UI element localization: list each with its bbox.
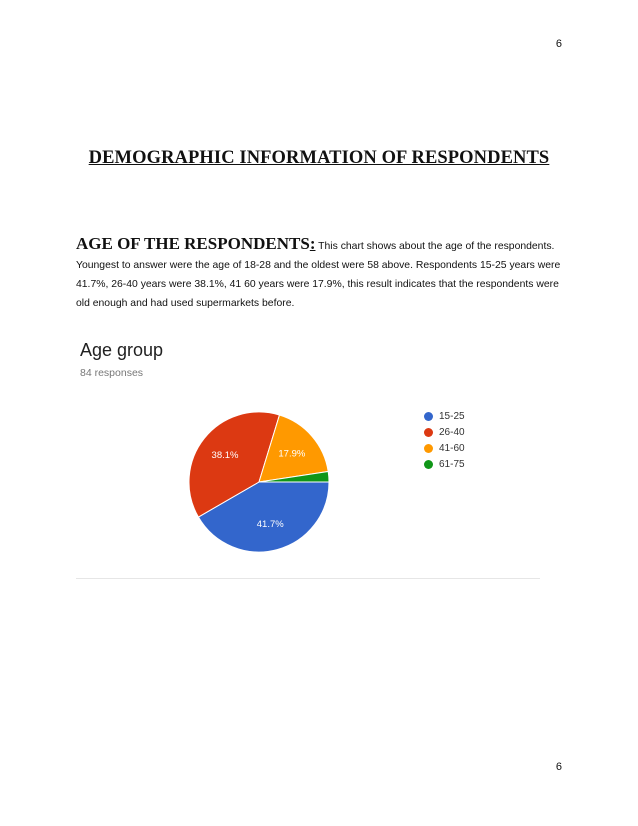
legend-item-61-75: [424, 456, 465, 472]
legend-item-15-25: [424, 408, 465, 424]
pie-label-41-60: 17.9%: [278, 448, 306, 460]
pie-chart: [76, 330, 540, 578]
legend-item-41-60: [424, 440, 465, 456]
legend-label-61-75: 61-75: [439, 458, 465, 470]
age-group-chart: [76, 330, 540, 579]
legend-label-15-25: 15-25: [439, 410, 465, 422]
section-subheading: AGE OF THE RESPONDENTS: [76, 234, 310, 253]
chart-legend: [424, 408, 465, 472]
page-number-top: 6: [555, 38, 562, 50]
legend-label-26-40: 26-40: [439, 426, 465, 438]
page-number-bottom: 6: [555, 761, 562, 773]
legend-label-41-60: 41-60: [439, 442, 465, 454]
chart-title: Age group: [80, 340, 164, 360]
chart-subtitle: 84 responses: [80, 367, 144, 379]
section-intro-text: This chart shows about the age of the respondents. Youngest to answer were the age of 18-28 and the oldest were 58 above. Respondents 15-25 years were 41.7%, 26-40 years were 38.1%, 41 60 years were 17.9%, this result indicates that the respondents were old enough and had used supermarkets before.: [76, 241, 561, 309]
legend-swatch-15-25: [424, 412, 433, 421]
legend-swatch-61-75: [424, 460, 433, 469]
legend-item-26-40: [424, 424, 465, 440]
page-heading: DEMOGRAPHIC INFORMATION OF RESPONDENTS: [88, 148, 550, 168]
legend-swatch-26-40: [424, 428, 433, 437]
section-colon: :: [309, 234, 316, 253]
pie-label-15-25: 41.7%: [256, 518, 284, 530]
legend-swatch-41-60: [424, 444, 433, 453]
pie-label-26-40: 38.1%: [211, 449, 239, 461]
section-paragraph: [76, 234, 566, 313]
